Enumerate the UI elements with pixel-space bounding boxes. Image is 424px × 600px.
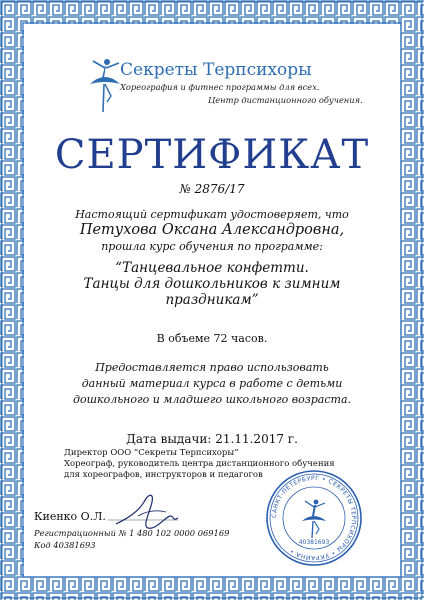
recipient-name: Петухова Оксана Александровна, <box>79 222 345 238</box>
director-title: Директор ООО “Секреты Терпсихоры” <box>64 448 239 458</box>
director-role-cont: для хореографов, инструкторов и педагогов <box>64 470 263 480</box>
rights-text <box>28 360 396 408</box>
certificate-number: № 2876/17 <box>179 182 245 196</box>
certificate-body <box>28 28 396 576</box>
course-title-line: “Танцевальное конфетти. <box>115 260 309 276</box>
registration-code: Код 40381693 <box>34 540 96 550</box>
rights-line: Предоставляется право использовать <box>95 361 329 374</box>
course-title-line: Танцы для дошкольников к зимним <box>83 276 341 292</box>
certifies-text: Настоящий сертификат удостоверяет, что <box>75 208 349 221</box>
rights-line: дошкольного и младшего школьного возраста. <box>72 393 351 406</box>
program-intro-text: прошла курс обучения по программе: <box>101 240 323 253</box>
stamp-ring-text: САНКТ-ПЕТЕРБУРГ • СЕКРЕТЫ ТЕРПСИХОРЫ • УКРАИНА • <box>270 474 358 562</box>
course-title-line: праздникам” <box>165 292 259 308</box>
signer-name: Киенко О.Л. <box>34 510 106 523</box>
issue-date: Дата выдачи: 21.11.2017 г. <box>126 432 298 446</box>
brand-subtagline: Центр дистанционного обучения. <box>208 95 363 105</box>
stamp-code: 40381693 <box>298 539 330 546</box>
certificate-title: СЕРТИФИКАТ <box>54 132 370 178</box>
ballerina-logo-icon <box>88 58 122 114</box>
brand-name: Секреты Терпсихоры <box>120 60 312 80</box>
rights-line: данный материал курса в работе с детьми <box>81 377 343 390</box>
stamp-ballerina-icon <box>264 468 364 568</box>
registration-number: Регистрационный № 1 480 102 0000 069169 <box>34 528 230 538</box>
course-hours: В объеме 72 часов. <box>156 332 268 345</box>
brand-tagline: Хореография и фитнес программы для всех. <box>120 82 320 92</box>
course-title <box>28 260 396 308</box>
director-role: Хореограф, руководитель центра дистанционного обучения <box>64 459 335 469</box>
